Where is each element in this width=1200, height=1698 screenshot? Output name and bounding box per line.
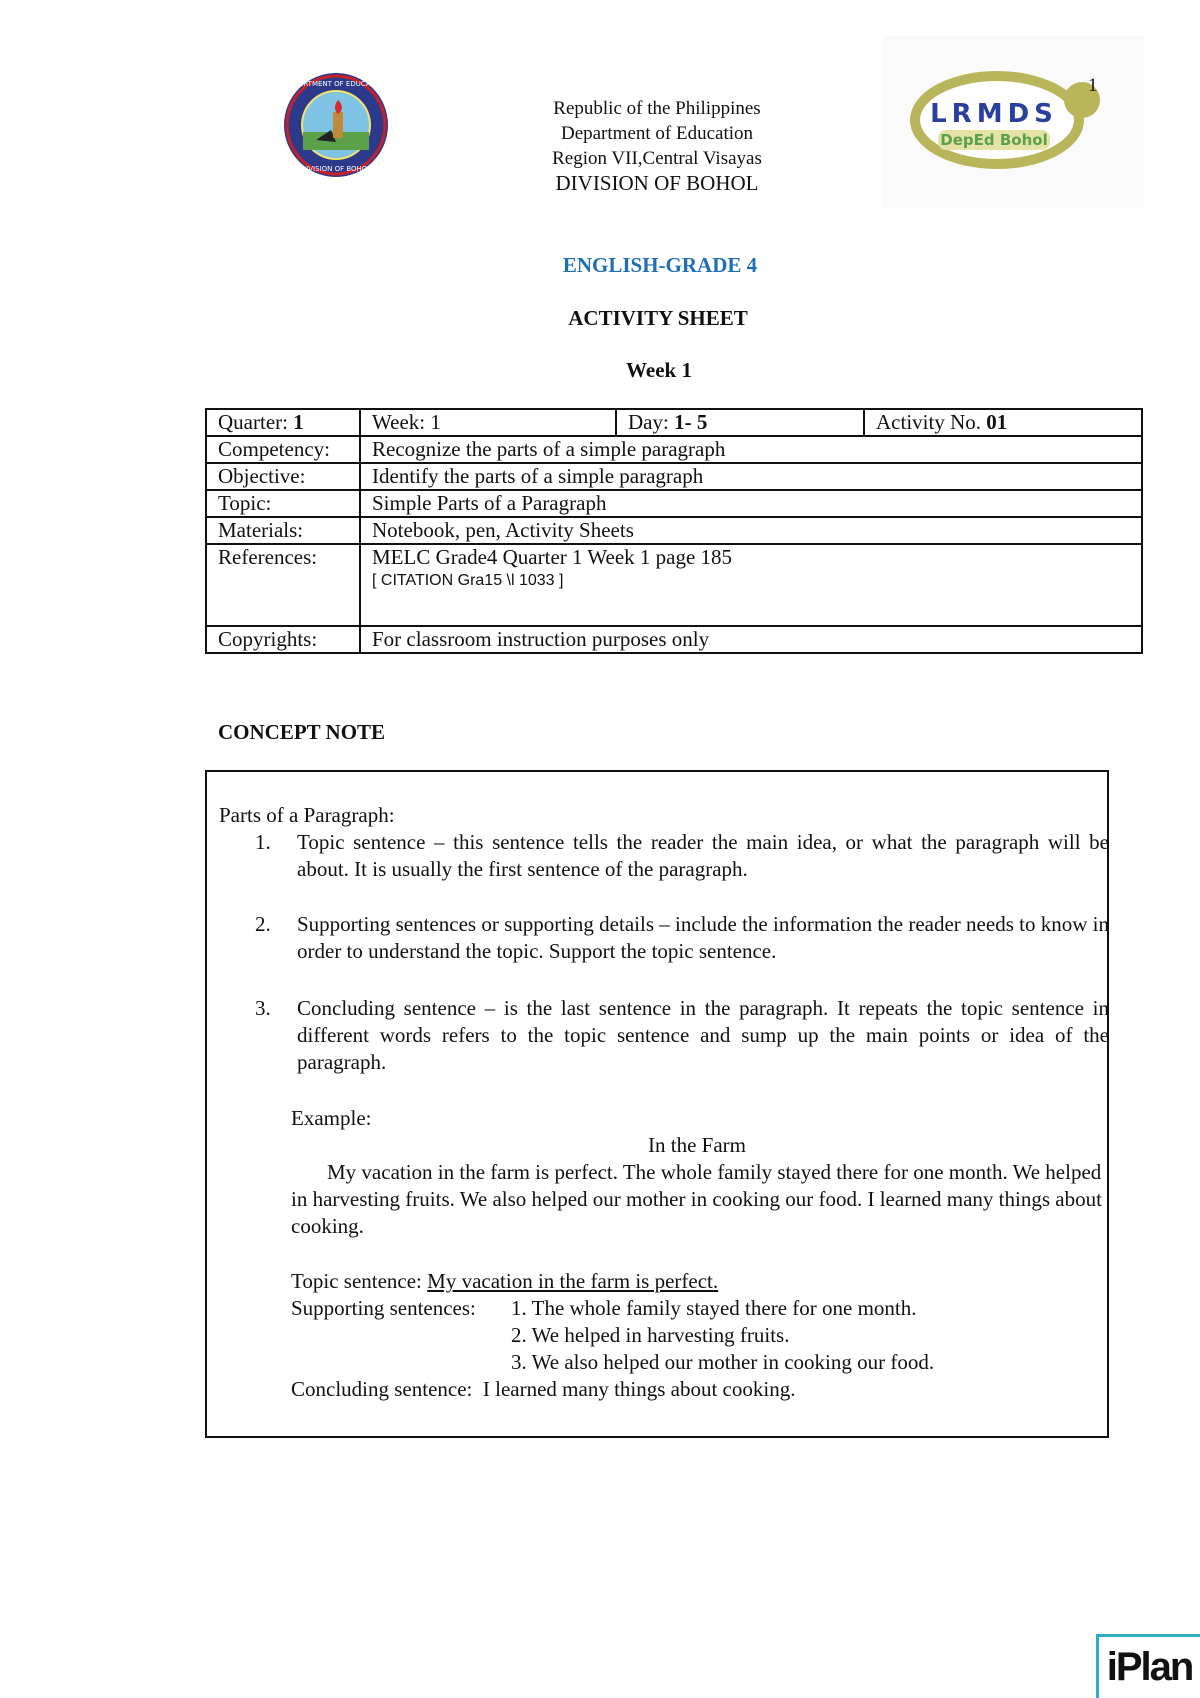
table-row-quarter (206, 409, 1142, 436)
svg-text:LRMDS: LRMDS (930, 99, 1058, 129)
svg-text:DepEd Bohol: DepEd Bohol (940, 131, 1048, 149)
concluding-sentence-value: I learned many things about cooking. (482, 1377, 796, 1401)
topic-sentence-line (291, 1268, 718, 1295)
week-cell (360, 409, 616, 436)
list-item-number: 2. (255, 912, 271, 936)
day-cell (616, 409, 864, 436)
quarter-label: Quarter: (218, 410, 294, 434)
table-row-materials (206, 517, 1142, 544)
header-line-region: Region VII,Central Visayas (552, 148, 762, 169)
page-number: 1 (1088, 75, 1098, 96)
header-line-division: DIVISION OF BOHOL (555, 171, 759, 195)
citation-field: [ CITATION Gra15 \l 1033 ] (372, 572, 564, 589)
header-line-department: Department of Education (560, 123, 754, 144)
list-item-number: 3. (255, 996, 271, 1020)
table-row-objective (206, 463, 1142, 490)
supporting-sentences-list (511, 1295, 934, 1376)
activity-label: Activity No. (876, 410, 987, 434)
activity-sheet-title: ACTIVITY SHEET (568, 306, 748, 330)
list-item-number: 1. (255, 830, 271, 854)
row-label: Objective: (206, 463, 360, 490)
iplan-logo (1096, 1634, 1200, 1698)
table-row-copyrights (206, 626, 1142, 653)
day-label: Day: (628, 410, 675, 434)
story-title: In the Farm (648, 1133, 746, 1157)
table-row-competency (206, 436, 1142, 463)
deped-seal-logo (276, 70, 396, 180)
supporting-sentences-label: Supporting sentences: (291, 1296, 476, 1320)
row-value: Simple Parts of a Paragraph (360, 490, 1142, 517)
week-title: Week 1 (626, 358, 692, 382)
svg-text:DIVISION OF BOHOL: DIVISION OF BOHOL (300, 165, 372, 173)
activity-info-table (205, 408, 1143, 654)
topic-sentence-label: Topic sentence: (291, 1269, 428, 1293)
list-item-text: Topic sentence – this sentence tells the reader the main idea, or what the paragraph will be about. It is usually the first sentence of the paragraph. (297, 830, 1109, 881)
example-label: Example: (291, 1106, 372, 1130)
week-label: Week: 1 (372, 410, 441, 434)
concept-note-box (205, 770, 1109, 1438)
row-value: Recognize the parts of a simple paragraph (360, 436, 1142, 463)
subject-title: ENGLISH-GRADE 4 (562, 253, 758, 277)
row-label: Materials: (206, 517, 360, 544)
quarter-cell (206, 409, 360, 436)
supporting-sentence: 1. The whole family stayed there for one month. (511, 1296, 917, 1320)
row-value: For classroom instruction purposes only (360, 626, 1142, 653)
activity-cell (864, 409, 1142, 436)
header-letterhead (480, 96, 834, 196)
supporting-sentence: 2. We helped in harvesting fruits. (511, 1323, 790, 1347)
topic-sentence-value: My vacation in the farm is perfect. (427, 1269, 719, 1293)
row-label: Copyrights: (206, 626, 360, 653)
header-line-republic: Republic of the Philippines (553, 98, 761, 119)
list-item-text: Supporting sentences or supporting details – include the information the reader needs to know in order to understand the topic. Support the topic sentence. (297, 912, 1109, 963)
row-label: Competency: (206, 436, 360, 463)
concluding-sentence-line (291, 1376, 795, 1403)
concept-note-heading: CONCEPT NOTE (218, 720, 386, 744)
concluding-sentence-label: Concluding sentence: (291, 1377, 483, 1401)
day-value: 1- 5 (674, 410, 708, 434)
list-item-text: Concluding sentence – is the last sentence in the paragraph. It repeats the topic sentence in different words refers to the topic sentence and sump up the main points or idea of the paragraph. (297, 996, 1109, 1074)
row-label: Topic: (206, 490, 360, 517)
row-label: References: (206, 544, 360, 626)
row-value: Notebook, pen, Activity Sheets (360, 517, 1142, 544)
table-row-references (206, 544, 1142, 626)
story-body: My vacation in the farm is perfect. The whole family stayed there for one month. We helped in harvesting fruits. We also helped our mother in cooking our food. I learned many things about cooking. (291, 1160, 1102, 1238)
activity-value: 01 (986, 410, 1008, 434)
row-value: MELC Grade4 Quarter 1 Week 1 page 185 (372, 545, 733, 569)
lrmds-logo (882, 36, 1144, 208)
iplan-logo-text: iPlan (1106, 1645, 1193, 1689)
table-row-topic (206, 490, 1142, 517)
concept-intro: Parts of a Paragraph: (219, 803, 395, 827)
svg-text:DEPARTMENT OF EDUCATION: DEPARTMENT OF EDUCATION (284, 80, 388, 88)
quarter-value: 1 (293, 410, 304, 434)
row-value: Identify the parts of a simple paragraph (360, 463, 1142, 490)
supporting-sentence: 3. We also helped our mother in cooking our food. (511, 1350, 935, 1374)
references-cell (360, 544, 1142, 626)
